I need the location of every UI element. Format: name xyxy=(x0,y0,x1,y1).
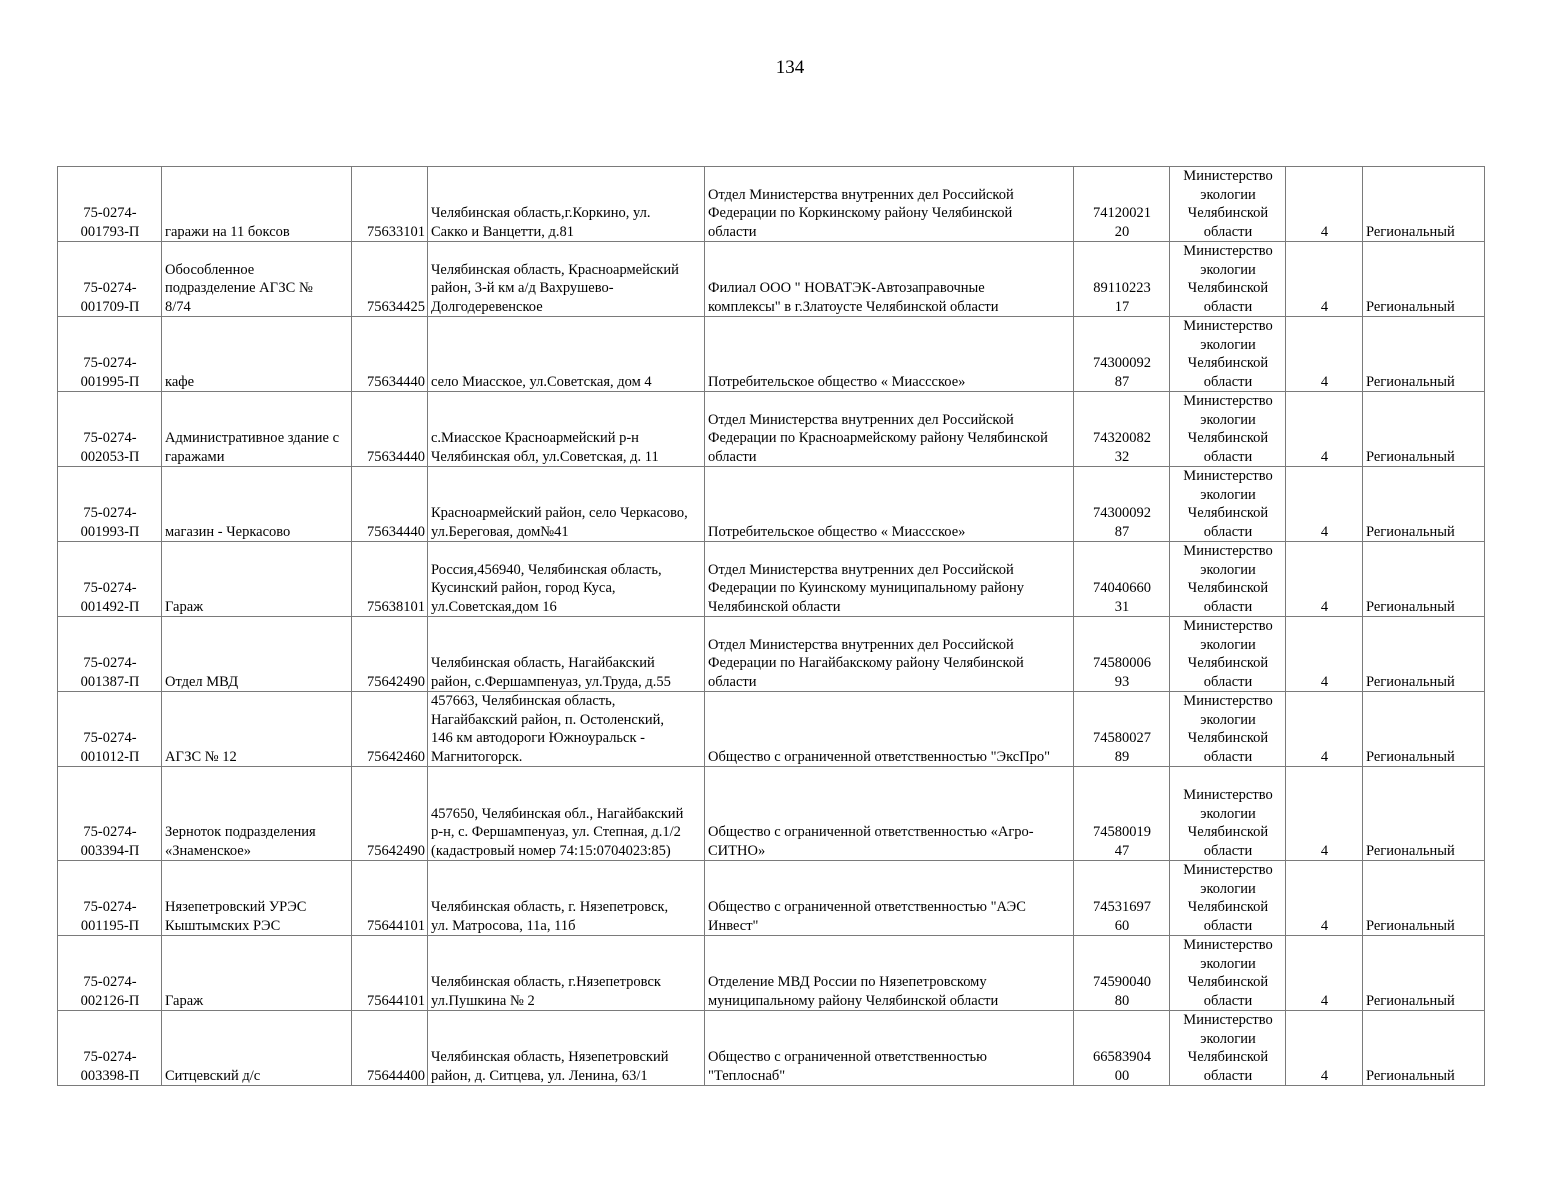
object-name-cell xyxy=(162,861,352,936)
cell-line: Министерство xyxy=(1183,787,1273,803)
cell-line: Гараж xyxy=(165,992,204,1009)
cell-line: Министерство xyxy=(1183,168,1273,184)
cell-line: Министерство xyxy=(1183,1012,1273,1028)
cell-line: области xyxy=(708,673,757,690)
okato-cell: 75634440 xyxy=(352,392,428,467)
cell-line: Долгодеревенское xyxy=(431,298,543,315)
cell-line: 003394-П xyxy=(80,842,140,859)
cell-line: Министерство xyxy=(1183,693,1273,709)
cell-line: 75-0274- xyxy=(83,580,137,596)
cell-line: Нязепетровский УРЭС xyxy=(165,899,307,915)
cell-line: Общество с ограниченной ответственностью "АЭС xyxy=(708,899,1026,915)
cell-line: 74120021 xyxy=(1093,205,1151,221)
object-code-cell xyxy=(58,392,162,467)
table-row xyxy=(58,692,1485,767)
category-cell: 4 xyxy=(1286,861,1363,936)
object-name-cell xyxy=(162,617,352,692)
cell-line: 75-0274- xyxy=(83,280,137,296)
cell-line: 146 км автодороги Южноуральск - xyxy=(431,730,645,746)
cell-line: области xyxy=(708,223,757,240)
cell-line: 00 xyxy=(1114,1067,1130,1084)
cell-line: Челябинской xyxy=(1187,355,1269,371)
supervision-level-cell: Региональный xyxy=(1363,467,1485,542)
cell-line: "Теплоснаб" xyxy=(708,1067,786,1084)
cell-line: район, с.Фершампенуаз, ул.Труда, д.55 xyxy=(431,673,671,690)
cell-line: области xyxy=(1203,842,1253,859)
okato-cell: 75634425 xyxy=(352,242,428,317)
okato-cell: 75644101 xyxy=(352,861,428,936)
operator-cell xyxy=(705,861,1074,936)
cell-line: 8/74 xyxy=(165,298,191,315)
cell-line: ул.Береговая, дом№41 xyxy=(431,523,569,540)
object-name-cell xyxy=(162,167,352,242)
object-code-cell xyxy=(58,242,162,317)
object-code-cell xyxy=(58,617,162,692)
okato-cell: 75642490 xyxy=(352,767,428,861)
supervision-level-cell: Региональный xyxy=(1363,617,1485,692)
cell-line: экологии xyxy=(1200,880,1256,897)
cell-line: 002126-П xyxy=(80,992,140,1009)
cell-line: 89110223 xyxy=(1093,280,1151,296)
cell-line: экологии xyxy=(1200,336,1256,353)
authority-cell xyxy=(1170,167,1286,242)
okato-cell: 75644400 xyxy=(352,1011,428,1086)
supervision-level-cell: Региональный xyxy=(1363,317,1485,392)
table-row xyxy=(58,861,1485,936)
cell-line: 001709-П xyxy=(80,298,140,315)
supervision-level-cell: Региональный xyxy=(1363,861,1485,936)
cell-line: области xyxy=(1203,523,1253,540)
cell-line: 89 xyxy=(1114,748,1130,765)
cell-line: гаражами xyxy=(165,448,225,465)
cell-line: Челябинской xyxy=(1187,974,1269,990)
cell-line: 74320082 xyxy=(1093,430,1151,446)
inn-cell xyxy=(1074,767,1170,861)
cell-line: области xyxy=(1203,1067,1253,1084)
category-cell: 4 xyxy=(1286,617,1363,692)
cell-line: «Знаменское» xyxy=(165,842,251,859)
cell-line: р-н, с. Фершампенуаз, ул. Степная, д.1/2 xyxy=(431,824,681,840)
cell-line: 74300092 xyxy=(1093,355,1151,371)
okato-cell: 75644101 xyxy=(352,936,428,1011)
supervision-level-cell: Региональный xyxy=(1363,692,1485,767)
cell-line: 60 xyxy=(1114,917,1130,934)
cell-line: Россия,456940, Челябинская область, xyxy=(431,561,662,578)
cell-line: Челябинской xyxy=(1187,1049,1269,1065)
cell-line: 75-0274- xyxy=(83,430,137,446)
cell-line: области xyxy=(1203,373,1253,390)
operator-cell xyxy=(705,1011,1074,1086)
authority-cell xyxy=(1170,767,1286,861)
cell-line: ул. Матросова, 11а, 11б xyxy=(431,917,576,934)
operator-cell xyxy=(705,392,1074,467)
cell-line: 87 xyxy=(1114,523,1130,540)
cell-line: 80 xyxy=(1114,992,1130,1009)
operator-cell xyxy=(705,617,1074,692)
cell-line: район, д. Ситцева, ул. Ленина, 63/1 xyxy=(431,1067,648,1084)
cell-line: области xyxy=(1203,598,1253,615)
operator-cell xyxy=(705,167,1074,242)
cell-line: ул.Советская,дом 16 xyxy=(431,598,557,615)
address-cell xyxy=(428,861,705,936)
object-code-cell xyxy=(58,1011,162,1086)
supervision-level-cell: Региональный xyxy=(1363,767,1485,861)
object-code-cell xyxy=(58,317,162,392)
cell-line: Министерство xyxy=(1183,543,1273,559)
registry-body xyxy=(58,167,1485,1086)
cell-line: 457663, Челябинская область, xyxy=(431,693,616,709)
cell-line: экологии xyxy=(1200,636,1256,653)
cell-line: Потребительское общество « Миассское» xyxy=(708,373,966,390)
operator-cell xyxy=(705,936,1074,1011)
object-name-cell xyxy=(162,692,352,767)
cell-line: 75-0274- xyxy=(83,655,137,671)
cell-line: Филиал ООО " НОВАТЭК-Автозаправочные xyxy=(708,280,985,296)
cell-line: АГЗС № 12 xyxy=(165,748,237,765)
cell-line: области xyxy=(1203,448,1253,465)
cell-line: 75-0274- xyxy=(83,205,137,221)
cell-line: Министерство xyxy=(1183,318,1273,334)
cell-line: 74300092 xyxy=(1093,505,1151,521)
cell-line: 002053-П xyxy=(80,448,140,465)
cell-line: 74580006 xyxy=(1093,655,1151,671)
table-row xyxy=(58,242,1485,317)
inn-cell xyxy=(1074,542,1170,617)
registry-table xyxy=(57,166,1485,1086)
cell-line: Министерство xyxy=(1183,862,1273,878)
table-row xyxy=(58,936,1485,1011)
category-cell: 4 xyxy=(1286,767,1363,861)
address-cell xyxy=(428,936,705,1011)
cell-line: 001492-П xyxy=(80,598,140,615)
cell-line: Общество с ограниченной ответственностью "ЭксПро" xyxy=(708,748,1051,765)
cell-line: Челябинская область, г. Нязепетровск, xyxy=(431,899,669,915)
authority-cell xyxy=(1170,317,1286,392)
cell-line: Челябинская область, г.Нязепетровск xyxy=(431,974,661,990)
cell-line: Министерство xyxy=(1183,393,1273,409)
category-cell: 4 xyxy=(1286,542,1363,617)
cell-line: Челябинская область,г.Коркино, ул. xyxy=(431,205,651,221)
cell-line: 003398-П xyxy=(80,1067,140,1084)
cell-line: Административное здание с xyxy=(165,430,340,446)
cell-line: ул.Пушкина № 2 xyxy=(431,992,535,1009)
authority-cell xyxy=(1170,692,1286,767)
cell-line: 74531697 xyxy=(1093,899,1151,915)
cell-line: 17 xyxy=(1114,298,1130,315)
cell-line: Министерство xyxy=(1183,937,1273,953)
cell-line: комплексы" в г.Златоусте Челябинской области xyxy=(708,298,999,315)
cell-line: 001995-П xyxy=(80,373,140,390)
cell-line: экологии xyxy=(1200,486,1256,503)
cell-line: экологии xyxy=(1200,261,1256,278)
cell-line: Федерации по Коркинскому району Челябинской xyxy=(708,205,1013,221)
address-cell xyxy=(428,542,705,617)
cell-line: Челябинская область, Нязепетровский xyxy=(431,1049,669,1065)
cell-line: Обособленное xyxy=(165,261,255,278)
cell-line: 75-0274- xyxy=(83,730,137,746)
object-name-cell xyxy=(162,936,352,1011)
object-code-cell xyxy=(58,167,162,242)
cell-line: области xyxy=(1203,917,1253,934)
object-name-cell xyxy=(162,542,352,617)
cell-line: 74580027 xyxy=(1093,730,1151,746)
authority-cell xyxy=(1170,542,1286,617)
cell-line: Челябинской xyxy=(1187,280,1269,296)
cell-line: район, 3-й км а/д Вахрушево- xyxy=(431,280,614,296)
cell-line: Челябинской xyxy=(1187,505,1269,521)
category-cell: 4 xyxy=(1286,167,1363,242)
cell-line: 75-0274- xyxy=(83,505,137,521)
okato-cell: 75634440 xyxy=(352,467,428,542)
inn-cell xyxy=(1074,617,1170,692)
inn-cell xyxy=(1074,317,1170,392)
cell-line: Зерноток подразделения xyxy=(165,824,316,840)
cell-line: Челябинской xyxy=(1187,205,1269,221)
operator-cell xyxy=(705,542,1074,617)
authority-cell xyxy=(1170,936,1286,1011)
cell-line: 001993-П xyxy=(80,523,140,540)
cell-line: кафе xyxy=(165,373,195,390)
cell-line: гаражи на 11 боксов xyxy=(165,223,290,240)
object-name-cell xyxy=(162,767,352,861)
cell-line: области xyxy=(1203,748,1253,765)
cell-line: 74040660 xyxy=(1093,580,1151,596)
cell-line: 457650, Челябинская обл., Нагайбакский xyxy=(431,805,684,822)
cell-line: Магнитогорск. xyxy=(431,748,523,765)
cell-line: Отделение МВД России по Нязепетровскому xyxy=(708,974,987,990)
cell-line: Челябинской xyxy=(1187,824,1269,840)
inn-cell xyxy=(1074,467,1170,542)
object-name-cell xyxy=(162,467,352,542)
object-code-cell xyxy=(58,767,162,861)
cell-line: Челябинской xyxy=(1187,430,1269,446)
supervision-level-cell: Региональный xyxy=(1363,542,1485,617)
cell-line: 47 xyxy=(1114,842,1130,859)
cell-line: магазин - Черкасово xyxy=(165,523,291,540)
cell-line: Отдел Министерства внутренних дел Российской xyxy=(708,561,1014,578)
okato-cell: 75642460 xyxy=(352,692,428,767)
category-cell: 4 xyxy=(1286,467,1363,542)
cell-line: 75-0274- xyxy=(83,1049,137,1065)
inn-cell xyxy=(1074,392,1170,467)
address-cell xyxy=(428,767,705,861)
object-code-cell xyxy=(58,467,162,542)
table-row xyxy=(58,317,1485,392)
cell-line: экологии xyxy=(1200,1030,1256,1047)
cell-line: Федерации по Красноармейскому району Челябинской xyxy=(708,430,1048,446)
cell-line: Челябинская область, Нагайбакский xyxy=(431,655,655,671)
table-row xyxy=(58,467,1485,542)
supervision-level-cell: Региональный xyxy=(1363,1011,1485,1086)
cell-line: Челябинская обл, ул.Советская, д. 11 xyxy=(431,448,659,465)
object-code-cell xyxy=(58,692,162,767)
cell-line: Министерство xyxy=(1183,243,1273,259)
cell-line: 75-0274- xyxy=(83,824,137,840)
table-row xyxy=(58,1011,1485,1086)
object-code-cell xyxy=(58,861,162,936)
cell-line: Отдел Министерства внутренних дел Российской xyxy=(708,636,1014,653)
cell-line: Потребительское общество « Миассское» xyxy=(708,523,966,540)
cell-line: Челябинской области xyxy=(708,598,841,615)
object-code-cell xyxy=(58,542,162,617)
cell-line: Федерации по Нагайбакскому району Челябинской xyxy=(708,655,1024,671)
cell-line: Кусинский район, город Куса, xyxy=(431,580,616,596)
okato-cell: 75633101 xyxy=(352,167,428,242)
table-row xyxy=(58,542,1485,617)
cell-line: 001012-П xyxy=(80,748,140,765)
cell-line: Челябинской xyxy=(1187,655,1269,671)
authority-cell xyxy=(1170,392,1286,467)
cell-line: Ситцевский д/с xyxy=(165,1067,261,1084)
cell-line: экологии xyxy=(1200,955,1256,972)
cell-line: экологии xyxy=(1200,711,1256,728)
inn-cell xyxy=(1074,692,1170,767)
cell-line: экологии xyxy=(1200,186,1256,203)
cell-line: Челябинской xyxy=(1187,899,1269,915)
cell-line: Министерство xyxy=(1183,468,1273,484)
cell-line: Отдел МВД xyxy=(165,673,239,690)
cell-line: области xyxy=(1203,992,1253,1009)
cell-line: муниципальному району Челябинской области xyxy=(708,992,999,1009)
authority-cell xyxy=(1170,617,1286,692)
cell-line: СИТНО» xyxy=(708,842,766,859)
cell-line: экологии xyxy=(1200,411,1256,428)
cell-line: Кыштымских РЭС xyxy=(165,917,281,934)
address-cell xyxy=(428,392,705,467)
cell-line: Красноармейский район, село Черкасово, xyxy=(431,505,688,521)
operator-cell xyxy=(705,767,1074,861)
cell-line: Общество с ограниченной ответственностью xyxy=(708,1049,987,1065)
cell-line: Инвест" xyxy=(708,917,759,934)
cell-line: 001793-П xyxy=(80,223,140,240)
inn-cell xyxy=(1074,1011,1170,1086)
category-cell: 4 xyxy=(1286,392,1363,467)
authority-cell xyxy=(1170,242,1286,317)
cell-line: области xyxy=(1203,223,1253,240)
cell-line: Челябинской xyxy=(1187,580,1269,596)
cell-line: 66583904 xyxy=(1093,1049,1151,1065)
address-cell xyxy=(428,467,705,542)
cell-line: Отдел Министерства внутренних дел Российской xyxy=(708,186,1014,203)
cell-line: подразделение АГЗС № xyxy=(165,280,313,296)
authority-cell xyxy=(1170,861,1286,936)
cell-line: области xyxy=(708,448,757,465)
cell-line: Отдел Министерства внутренних дел Российской xyxy=(708,411,1014,428)
cell-line: Общество с ограниченной ответственностью «Агро- xyxy=(708,824,1034,840)
cell-line: с.Миасское Красноармейский р-н xyxy=(431,430,639,446)
table-row xyxy=(58,617,1485,692)
cell-line: Челябинская область, Красноармейский xyxy=(431,261,679,278)
supervision-level-cell: Региональный xyxy=(1363,392,1485,467)
supervision-level-cell: Региональный xyxy=(1363,936,1485,1011)
operator-cell xyxy=(705,242,1074,317)
cell-line: 31 xyxy=(1114,598,1130,615)
category-cell: 4 xyxy=(1286,936,1363,1011)
inn-cell xyxy=(1074,167,1170,242)
okato-cell: 75638101 xyxy=(352,542,428,617)
address-cell xyxy=(428,317,705,392)
cell-line: 32 xyxy=(1114,448,1130,465)
authority-cell xyxy=(1170,1011,1286,1086)
cell-line: 93 xyxy=(1114,673,1130,690)
cell-line: Челябинской xyxy=(1187,730,1269,746)
cell-line: области xyxy=(1203,673,1253,690)
cell-line: 74590040 xyxy=(1093,974,1151,990)
table-row xyxy=(58,167,1485,242)
cell-line: 87 xyxy=(1114,373,1130,390)
cell-line: 75-0274- xyxy=(83,355,137,371)
category-cell: 4 xyxy=(1286,242,1363,317)
cell-line: село Миасское, ул.Советская, дом 4 xyxy=(431,373,652,390)
cell-line: 20 xyxy=(1114,223,1130,240)
category-cell: 4 xyxy=(1286,1011,1363,1086)
address-cell xyxy=(428,1011,705,1086)
supervision-level-cell: Региональный xyxy=(1363,242,1485,317)
cell-line: 75-0274- xyxy=(83,974,137,990)
cell-line: Министерство xyxy=(1183,618,1273,634)
okato-cell: 75642490 xyxy=(352,617,428,692)
cell-line: 74580019 xyxy=(1093,824,1151,840)
cell-line: 75-0274- xyxy=(83,899,137,915)
table-row xyxy=(58,392,1485,467)
cell-line: 001387-П xyxy=(80,673,140,690)
address-cell xyxy=(428,167,705,242)
cell-line: экологии xyxy=(1200,805,1256,822)
table-row xyxy=(58,767,1485,861)
operator-cell xyxy=(705,692,1074,767)
cell-line: 001195-П xyxy=(80,917,140,934)
cell-line: (кадастровый номер 74:15:0704023:85) xyxy=(431,842,671,859)
address-cell xyxy=(428,242,705,317)
page-number: 134 xyxy=(775,57,805,78)
inn-cell xyxy=(1074,242,1170,317)
category-cell: 4 xyxy=(1286,692,1363,767)
cell-line: Сакко и Ванцетти, д.81 xyxy=(431,223,574,240)
okato-cell: 75634440 xyxy=(352,317,428,392)
supervision-level-cell: Региональный xyxy=(1363,167,1485,242)
address-cell xyxy=(428,692,705,767)
object-name-cell xyxy=(162,1011,352,1086)
inn-cell xyxy=(1074,936,1170,1011)
object-name-cell xyxy=(162,242,352,317)
cell-line: экологии xyxy=(1200,561,1256,578)
cell-line: области xyxy=(1203,298,1253,315)
cell-line: Федерации по Куинскому муниципальному району xyxy=(708,580,1024,596)
object-name-cell xyxy=(162,392,352,467)
object-name-cell xyxy=(162,317,352,392)
cell-line: Нагайбакский район, п. Остоленский, xyxy=(431,711,665,728)
operator-cell xyxy=(705,467,1074,542)
inn-cell xyxy=(1074,861,1170,936)
category-cell: 4 xyxy=(1286,317,1363,392)
cell-line: Гараж xyxy=(165,598,204,615)
object-code-cell xyxy=(58,936,162,1011)
address-cell xyxy=(428,617,705,692)
operator-cell xyxy=(705,317,1074,392)
authority-cell xyxy=(1170,467,1286,542)
